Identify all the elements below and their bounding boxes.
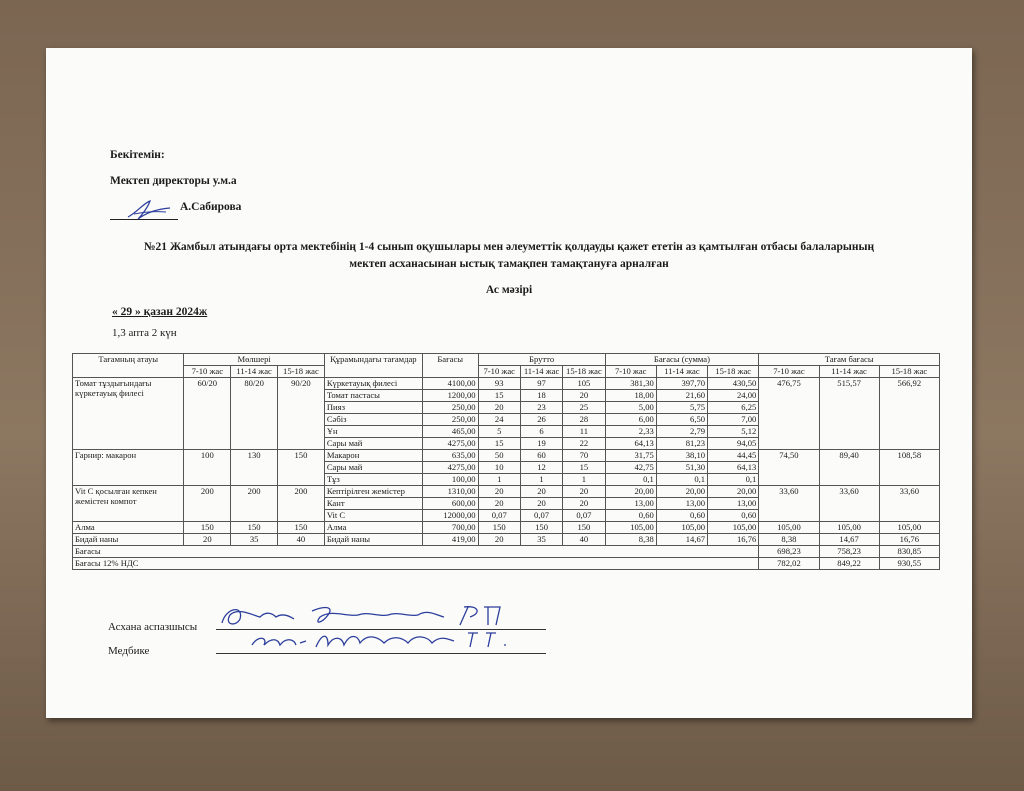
table-cell: 15	[478, 438, 520, 450]
table-cell: 0,1	[656, 474, 707, 486]
menu-date: « 29 » қазан 2024ж	[112, 306, 208, 318]
table-cell: 700,00	[422, 522, 478, 534]
totals-label: Бағасы 12% НДС	[73, 558, 759, 570]
table-cell: 0,1	[605, 474, 656, 486]
menu-table	[72, 353, 940, 570]
table-cell: Алма	[73, 522, 184, 534]
table-cell: 18,00	[605, 390, 656, 402]
table-row	[73, 522, 940, 534]
table-cell: 20	[520, 498, 562, 510]
table-cell: 150	[478, 522, 520, 534]
table-cell: 64,13	[708, 462, 759, 474]
table-cell: 19	[520, 438, 562, 450]
table-cell: 381,30	[605, 378, 656, 390]
table-cell: 40	[563, 534, 605, 546]
table-cell: 20	[563, 486, 605, 498]
table-cell: 20,00	[656, 486, 707, 498]
table-cell: 150	[278, 522, 325, 534]
document-title-line1: №21 Жамбыл атындағы орта мектебінің 1-4 сынып оқушылары мен әлеуметтік қолдауды қажет ететін аз қамтылған отбасы балаларының	[143, 241, 875, 253]
table-cell: 20	[478, 498, 520, 510]
table-cell: Алма	[324, 522, 422, 534]
table-cell: 4100,00	[422, 378, 478, 390]
table-cell: 74,50	[759, 450, 819, 486]
table-cell: 13,00	[605, 498, 656, 510]
table-cell: 6,00	[605, 414, 656, 426]
totals-label: Бағасы	[73, 546, 759, 558]
table-cell: 108,58	[879, 450, 939, 486]
table-cell: 0,60	[708, 510, 759, 522]
table-cell: 20	[520, 486, 562, 498]
cook-handwritten-signature-icon	[216, 603, 546, 629]
age-header: 15-18 жас	[563, 366, 605, 378]
director-name: А.Сабирова	[180, 201, 242, 213]
director-signature-icon	[126, 199, 172, 221]
table-cell: 0,07	[563, 510, 605, 522]
header-amount: Мөлшері	[184, 354, 324, 366]
table-cell: 11	[563, 426, 605, 438]
table-cell: 4275,00	[422, 438, 478, 450]
director-title: Мектеп директоры у.м.а	[110, 175, 237, 187]
totals-value: 930,55	[879, 558, 939, 570]
table-cell: 5,12	[708, 426, 759, 438]
table-cell: 38,10	[656, 450, 707, 462]
totals-value: 758,23	[819, 546, 879, 558]
header-name: Тағамның атауы	[73, 354, 184, 378]
table-cell: 635,00	[422, 450, 478, 462]
table-cell: 5	[478, 426, 520, 438]
table-cell: 5,75	[656, 402, 707, 414]
table-cell: 105,00	[879, 522, 939, 534]
table-cell: 0,1	[708, 474, 759, 486]
table-cell: 250,00	[422, 414, 478, 426]
table-cell: 14,67	[656, 534, 707, 546]
table-cell: 20	[478, 534, 520, 546]
table-cell: 40	[278, 534, 325, 546]
table-cell: 90/20	[278, 378, 325, 450]
table-cell: 200	[184, 486, 231, 522]
table-cell: 130	[231, 450, 278, 486]
age-header: 11-14 жас	[819, 366, 879, 378]
totals-value: 782,02	[759, 558, 819, 570]
table-cell: 2,33	[605, 426, 656, 438]
table-cell: 1310,00	[422, 486, 478, 498]
table-cell: 105,00	[819, 522, 879, 534]
table-cell: 70	[563, 450, 605, 462]
age-header: 15-18 жас	[278, 366, 325, 378]
table-cell: 12	[520, 462, 562, 474]
table-cell: 397,70	[656, 378, 707, 390]
table-cell: 2,79	[656, 426, 707, 438]
table-cell: 33,60	[759, 486, 819, 522]
header-composition: Құрамындағы тағамдар	[324, 354, 422, 378]
table-cell: 200	[231, 486, 278, 522]
table-cell: 93	[478, 378, 520, 390]
table-cell: 13,00	[656, 498, 707, 510]
menu-table-body	[73, 378, 940, 570]
table-cell: 22	[563, 438, 605, 450]
age-header: 7-10 жас	[605, 366, 656, 378]
table-cell: 0,07	[520, 510, 562, 522]
table-cell: 105,00	[759, 522, 819, 534]
menu-week: 1,3 апта 2 күн	[112, 327, 177, 339]
table-cell: 50	[478, 450, 520, 462]
table-cell: 20	[478, 402, 520, 414]
table-cell: 28	[563, 414, 605, 426]
table-cell: 60/20	[184, 378, 231, 450]
table-row	[73, 450, 940, 462]
table-cell: 200	[278, 486, 325, 522]
table-cell: Макарон	[324, 450, 422, 462]
table-cell: 150	[520, 522, 562, 534]
table-cell: 150	[231, 522, 278, 534]
nurse-signature-row	[108, 645, 149, 657]
table-cell: 81,23	[656, 438, 707, 450]
table-cell: 35	[231, 534, 278, 546]
signature-underline	[110, 207, 178, 220]
table-cell: 20	[478, 486, 520, 498]
table-cell: 15	[563, 462, 605, 474]
table-cell: Кептірілген жемістер	[324, 486, 422, 498]
age-header: 15-18 жас	[708, 366, 759, 378]
table-cell: 33,60	[819, 486, 879, 522]
totals-value: 849,22	[819, 558, 879, 570]
totals-row	[73, 546, 940, 558]
table-cell: 600,00	[422, 498, 478, 510]
table-cell: Гарнир: макарон	[73, 450, 184, 486]
table-cell: 515,57	[819, 378, 879, 450]
table-cell: 16,76	[879, 534, 939, 546]
cook-label: Асхана аспазшысы	[108, 621, 198, 633]
table-cell: Пияз	[324, 402, 422, 414]
table-row	[73, 486, 940, 498]
table-subheader-row	[73, 366, 940, 378]
table-cell: 250,00	[422, 402, 478, 414]
table-cell: 25	[563, 402, 605, 414]
table-cell: 51,30	[656, 462, 707, 474]
table-cell: 100	[184, 450, 231, 486]
table-cell: 20,00	[605, 486, 656, 498]
cook-signature-field	[216, 603, 546, 630]
table-cell: Vit C	[324, 510, 422, 522]
table-cell: 105,00	[656, 522, 707, 534]
table-cell: 566,92	[879, 378, 939, 450]
table-cell: 476,75	[759, 378, 819, 450]
table-cell: 1200,00	[422, 390, 478, 402]
table-cell: 20	[563, 498, 605, 510]
document-title-menu: Ас мәзірі	[485, 284, 533, 296]
director-signature-line	[110, 194, 241, 220]
table-row	[73, 534, 940, 546]
totals-row	[73, 558, 940, 570]
table-cell: 150	[278, 450, 325, 486]
table-cell: 5,00	[605, 402, 656, 414]
table-cell: 94,05	[708, 438, 759, 450]
table-cell: 105,00	[605, 522, 656, 534]
nurse-signature-field	[216, 627, 546, 654]
table-cell: 31,75	[605, 450, 656, 462]
table-row	[73, 378, 940, 390]
table-cell: Ұн	[324, 426, 422, 438]
table-cell: 419,00	[422, 534, 478, 546]
table-cell: 89,40	[819, 450, 879, 486]
table-cell: 42,75	[605, 462, 656, 474]
document-title-line2: мектеп асханасынан ыстық тамақпен тамақтануға арналған	[349, 258, 669, 270]
table-cell: 23	[520, 402, 562, 414]
table-cell: 24	[478, 414, 520, 426]
approval-block	[110, 142, 241, 220]
table-cell: 6,25	[708, 402, 759, 414]
table-cell: 24,00	[708, 390, 759, 402]
header-sum: Бағасы (сумма)	[605, 354, 759, 366]
table-cell: Vit C қосылған кепкен жемістен компот	[73, 486, 184, 522]
table-cell: Томат тұздығындағы күркетауық филесі	[73, 378, 184, 450]
table-cell: 150	[184, 522, 231, 534]
table-cell: 6,50	[656, 414, 707, 426]
table-cell: 8,38	[759, 534, 819, 546]
table-cell: 26	[520, 414, 562, 426]
table-cell: 1	[563, 474, 605, 486]
table-cell: 33,60	[879, 486, 939, 522]
table-cell: 80/20	[231, 378, 278, 450]
table-cell: 21,60	[656, 390, 707, 402]
table-cell: Томат пастасы	[324, 390, 422, 402]
table-cell: 7,00	[708, 414, 759, 426]
table-cell: Сәбіз	[324, 414, 422, 426]
table-cell: 13,00	[708, 498, 759, 510]
table-cell: 97	[520, 378, 562, 390]
table-cell: Тұз	[324, 474, 422, 486]
table-cell: 15	[478, 390, 520, 402]
header-dish-price: Тағам бағасы	[759, 354, 940, 366]
table-cell: 4275,00	[422, 462, 478, 474]
table-cell: 1	[520, 474, 562, 486]
table-cell: Күркетауық филесі	[324, 378, 422, 390]
age-header: 7-10 жас	[478, 366, 520, 378]
table-cell: 18	[520, 390, 562, 402]
age-header: 11-14 жас	[231, 366, 278, 378]
header-brutto: Брутто	[478, 354, 605, 366]
table-cell: 44,45	[708, 450, 759, 462]
table-cell: 150	[563, 522, 605, 534]
totals-value: 698,23	[759, 546, 819, 558]
table-cell: Кант	[324, 498, 422, 510]
table-cell: 64,13	[605, 438, 656, 450]
header-price: Бағасы	[422, 354, 478, 378]
table-cell: 10	[478, 462, 520, 474]
table-cell: 8,38	[605, 534, 656, 546]
table-cell: 105	[563, 378, 605, 390]
table-cell: Сары май	[324, 462, 422, 474]
nurse-label: Медбике	[108, 645, 150, 657]
document-page	[46, 48, 972, 718]
table-cell: 35	[520, 534, 562, 546]
table-cell: 465,00	[422, 426, 478, 438]
table-cell: 14,67	[819, 534, 879, 546]
table-cell: 16,76	[708, 534, 759, 546]
nurse-handwritten-signature-icon	[216, 627, 546, 653]
age-header: 7-10 жас	[759, 366, 819, 378]
totals-value: 830,85	[879, 546, 939, 558]
table-cell: 20	[563, 390, 605, 402]
table-cell: 12000,00	[422, 510, 478, 522]
table-cell: 20	[184, 534, 231, 546]
age-header: 11-14 жас	[656, 366, 707, 378]
age-header: 15-18 жас	[879, 366, 939, 378]
table-cell: 60	[520, 450, 562, 462]
age-header: 7-10 жас	[184, 366, 231, 378]
table-cell: Бидай наны	[324, 534, 422, 546]
table-cell: 0,60	[605, 510, 656, 522]
table-cell: 100,00	[422, 474, 478, 486]
cook-signature-row	[108, 621, 197, 633]
age-header: 11-14 жас	[520, 366, 562, 378]
table-cell: Бидай наны	[73, 534, 184, 546]
table-cell: 1	[478, 474, 520, 486]
table-cell: 0,07	[478, 510, 520, 522]
table-cell: 105,00	[708, 522, 759, 534]
table-cell: Сары май	[324, 438, 422, 450]
table-cell: 6	[520, 426, 562, 438]
table-cell: 20,00	[708, 486, 759, 498]
table-cell: 0,60	[656, 510, 707, 522]
approve-label: Бекітемін:	[110, 149, 165, 161]
table-header-row	[73, 354, 940, 366]
table-cell: 430,50	[708, 378, 759, 390]
